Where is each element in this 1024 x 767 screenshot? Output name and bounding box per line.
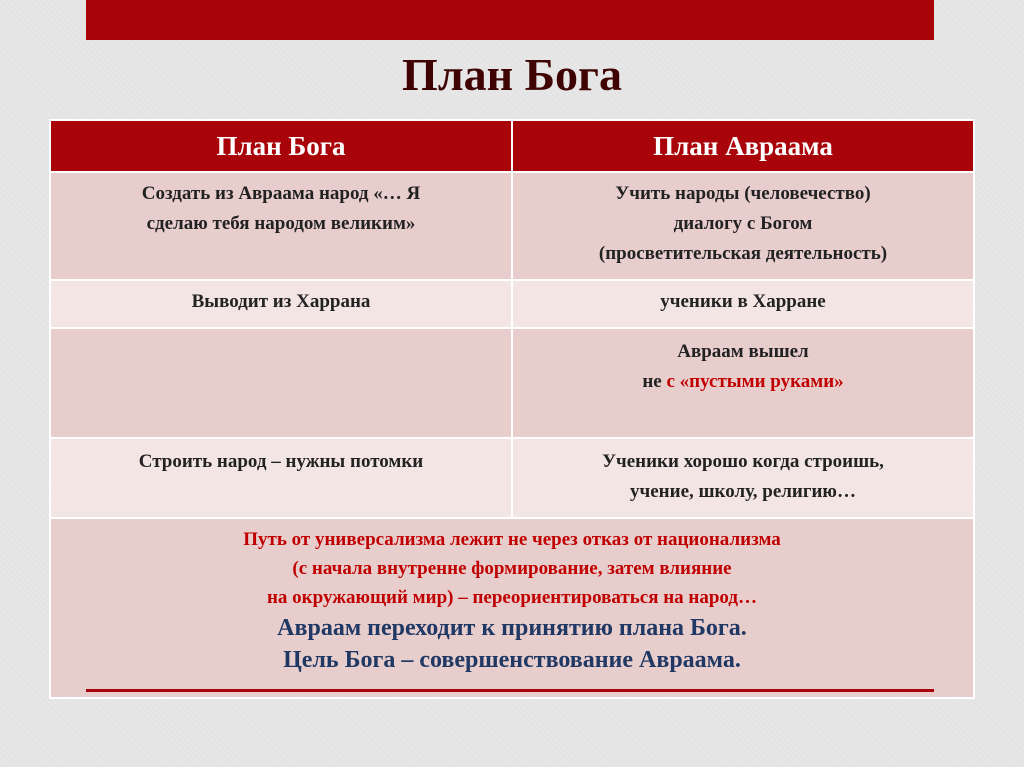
cell-god-plan	[50, 280, 512, 328]
cell-abraham-plan	[512, 438, 974, 518]
table-row	[50, 328, 974, 438]
header-god-plan: План Бога	[50, 120, 512, 172]
cell-abraham-plan	[512, 280, 974, 328]
cell-text-line: Ученики хорошо когда строишь,	[602, 451, 884, 472]
cell-text-line: Учить народы (человечество)	[615, 183, 871, 204]
header-abraham-plan: План Авраама	[512, 120, 974, 172]
cell-god-plan	[50, 438, 512, 518]
conclusion-blue-line: Цель Бога – совершенствование Авраама.	[283, 647, 741, 673]
cell-abraham-plan	[512, 328, 974, 438]
cell-text-line: Выводит из Харрана	[191, 291, 371, 312]
cell-god-plan-empty	[50, 328, 512, 438]
cell-text-line: (просветительская деятельность)	[598, 243, 888, 264]
conclusion-row	[50, 518, 974, 698]
table-row	[50, 280, 974, 328]
conclusion-red-line: (с начала внутренне формирование, затем влияние	[292, 558, 732, 579]
page-title: План Бога	[402, 49, 622, 100]
cell-text-prefix: не	[642, 371, 667, 392]
top-accent-bar	[86, 0, 934, 40]
conclusion-red-line: на окружающий мир) – переориентироваться на народ…	[266, 587, 757, 608]
cell-text-line: учение, школу, религию…	[630, 481, 856, 502]
cell-text-line: диалогу с Богом	[673, 213, 813, 234]
table-row	[50, 438, 974, 518]
empty-hands-highlight: с «пустыми руками»	[666, 371, 844, 392]
cell-text-line: ученики в Харране	[660, 291, 826, 312]
conclusion-blue-line: Авраам переходит к принятию плана Бога.	[277, 615, 747, 641]
table-row	[50, 172, 974, 280]
cell-text-line: сделаю тебя народом великим»	[146, 213, 416, 234]
plan-comparison-table	[49, 119, 975, 699]
cell-abraham-plan	[512, 172, 974, 280]
table-header-row	[50, 120, 974, 172]
conclusion-red-line: Путь от универсализма лежит не через отказ от национализма	[243, 529, 781, 550]
cell-text-line	[513, 367, 973, 397]
cell-text-line: Авраам вышел	[677, 341, 809, 362]
cell-god-plan	[50, 172, 512, 280]
cell-text-line: Создать из Авраама народ «… Я	[141, 183, 421, 204]
conclusion-cell	[50, 518, 974, 698]
bottom-accent-line	[86, 689, 934, 692]
cell-text-line: Строить народ – нужны потомки	[138, 451, 424, 472]
